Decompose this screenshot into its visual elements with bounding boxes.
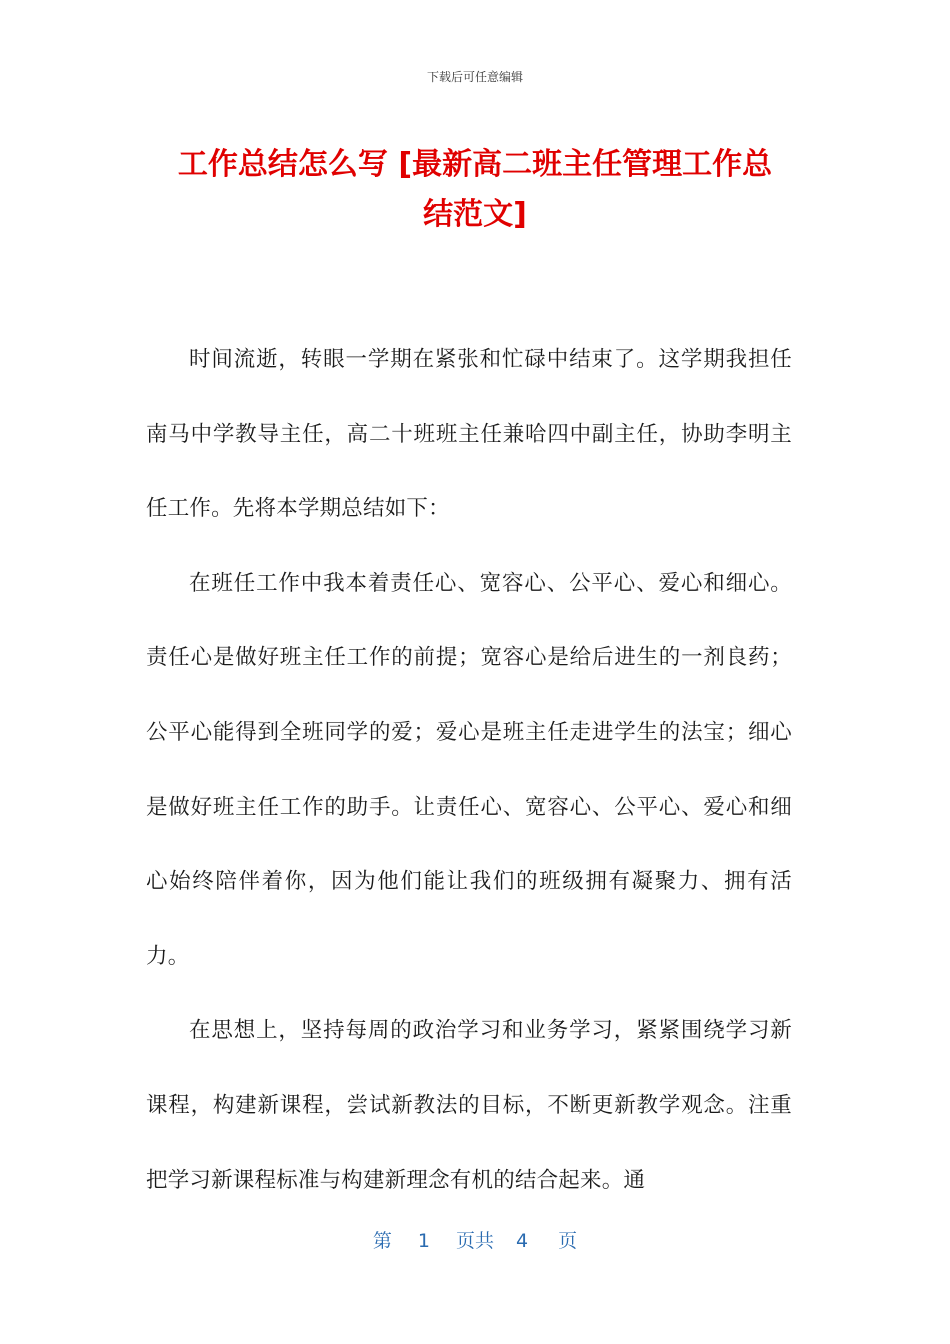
footer-middle: 页共 xyxy=(455,1230,494,1252)
footer-prefix: 第 xyxy=(372,1230,392,1252)
page-footer xyxy=(0,1226,950,1253)
paragraph-1: 时间流逝，转眼一学期在紧张和忙碌中结束了。这学期我担任南马中学教导主任，高二十班班主任兼哈四中副主任，协助李明主任工作。先将本学期总结如下： xyxy=(146,347,792,522)
footer-current-page: 1 xyxy=(417,1230,430,1252)
header-note: 下载后可任意编辑 xyxy=(426,70,523,84)
footer-total-pages: 4 xyxy=(516,1230,529,1252)
document-title xyxy=(140,140,810,240)
document-body xyxy=(146,323,792,1218)
footer-suffix: 页 xyxy=(558,1230,578,1252)
paragraph-2: 在班任工作中我本着责任心、宽容心、公平心、爱心和细心。责任心是做好班主任工作的前提；宽容心是给后进生的一剂良药；公平心能得到全班同学的爱；爱心是班主任走进学生的法宝；细心是做好班主任工作的助手。让责任心、宽容心、公平心、爱心和细心始终陪伴着你，因为他们能让我们的班级拥有凝聚力、拥有活力。 xyxy=(146,570,792,969)
title-line-2: 结范文] xyxy=(423,197,527,232)
title-line-1: 工作总结怎么写 [最新高二班主任管理工作总 xyxy=(177,147,773,182)
paragraph-3: 在思想上，坚持每周的政治学习和业务学习，紧紧围绕学习新课程，构建新课程，尝试新教法的目标，不断更新教学观念。注重把学习新课程标准与构建新理念有机的结合起来。通 xyxy=(146,1018,792,1193)
